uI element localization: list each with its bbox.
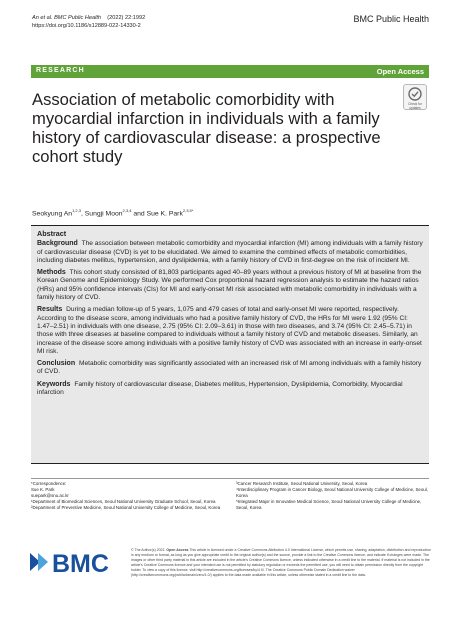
author-list — [32, 208, 193, 217]
section-banner — [31, 65, 429, 78]
affiliation-1: ¹Department of Biomedical Sciences, Seoul National University Graduate School, Seoul, Korea — [31, 499, 216, 505]
abstract-section-label: Background — [37, 240, 78, 248]
author-separator: and — [131, 210, 147, 218]
correspondence-name: Sue K. Park — [31, 487, 55, 493]
abstract-background — [37, 240, 423, 265]
correspondence-email[interactable]: suepark@snu.ac.kr — [31, 493, 69, 499]
affiliation-2: ²Department of Preventive Medicine, Seoul National University College of Medicine, Seoul, Korea — [31, 505, 221, 511]
article-title: Association of metabolic comorbidity with myocardial infarction in individuals with a family history of cardiovascular disease: a prospective cohort study — [32, 90, 381, 166]
citation-header — [32, 14, 145, 30]
author-name[interactable]: Seokyung An — [32, 210, 73, 218]
bmc-logo-text: BMC — [52, 550, 109, 578]
abstract-box — [31, 225, 429, 464]
affiliation-4: ⁴Interdisciplinary Program in Cancer Biology, Seoul National University College of Medicine, Seoul, Korea — [236, 487, 428, 499]
author-name[interactable]: Sue K. Park — [146, 210, 183, 218]
citation-author: An et al. BMC Public Health — [32, 15, 102, 21]
bmc-logo — [28, 545, 126, 579]
author-affiliation: 2,3,4 — [122, 208, 132, 213]
check-for-updates-badge[interactable] — [403, 84, 427, 110]
abstract-section-label: Methods — [37, 269, 66, 277]
check-for-updates-icon — [407, 87, 423, 101]
abstract-section-text: Family history of cardiovascular disease, Diabetes mellitus, Hypertension, Dyslipidemia, Comorbidity, Myocardial infarction — [37, 380, 403, 397]
section-label: RESEARCH — [36, 67, 85, 74]
author-affiliation: 1,2,3 — [72, 208, 81, 213]
citation-info: (2022) 22:1992 — [107, 15, 146, 21]
abstract-conclusion — [37, 360, 423, 377]
correspondence-label: *Correspondence: — [31, 481, 67, 486]
license-copyright: © The Author(s) 2022. — [131, 548, 166, 552]
author-separator: , — [80, 210, 85, 218]
abstract-section-label: Conclusion — [37, 360, 76, 368]
abstract-keywords — [37, 381, 423, 398]
license-text — [131, 548, 431, 578]
author-affiliation: 2,3,5* — [182, 208, 194, 213]
abstract-section-text: This cohort study consisted of 81,803 participants aged 40–89 years without a previous history of MI at baseline from the Korean Genome and Epidemiology Study. We performed Cox proportional hazard regression analysis to estimate the hazard ratios (HRs) and 95% confidence intervals (CIs) for MI and early-onset MI risk associated with metabolic comorbidity in individuals with a family history of CVD. — [37, 269, 422, 302]
abstract-section-text: During a median follow-up of 5 years, 1,075 and 479 cases of total and early-onset MI were reported, respectively. According to the disease score, among individuals who had a positive family history of CVD, the HRs for MI were 1.92 (95% CI: 1.47–2.51) in individuals with one disease, 2.75 (95% CI: 2.09–3.61) in those with two diseases, and 3.74 (95% CI: 2.45–5.71) in those with three diseases at baseline compared to individuals without a family history of CVD and metabolic diseases. Similarly, an increase of the disease score among individuals with a positive family history of CVD was associated with an increase in early-onset MI risk. — [37, 306, 422, 355]
footnotes-left — [31, 481, 221, 511]
license-open-access: Open Access — [166, 548, 189, 552]
abstract-results — [37, 306, 423, 356]
footnote-divider — [31, 478, 429, 479]
footnotes-right — [236, 481, 429, 511]
abstract-section-label: Results — [37, 306, 63, 314]
check-for-updates-label: Check for updates — [408, 102, 422, 110]
open-access-label: Open Access — [376, 67, 424, 76]
abstract-heading: Abstract — [37, 229, 67, 238]
license-body: This article is licensed under a Creative Commons Attribution 4.0 International License, which permits use, sharing, adaptation, distribution and reproduction in any medium or format, as long as you give appropriate credit to the original author(s) and the source, provide a link to the Creative Commons licence, and indicate if changes were made. The images or other third party material in this article are included in the article's Creative Commons licence, unless indicated otherwise in a credit line to the material. If material is not included in the article's Creative Commons licence and your intended use is not permitted by statutory regulation or exceeds the permitted use, you will need to obtain permission directly from the copyright holder. To view a copy of this licence, visit http://creativecommons.org/licenses/by/4.0/. The Creative Commons Public Domain Dedication waiver (http://creativecommons.org/publicdomain/zero/1.0/) applies to the data made available in this article, unless otherwise stated in a credit line to the data. — [131, 548, 431, 577]
affiliation-3: ³Cancer Research Institute, Seoul National University, Seoul, Korea — [236, 481, 368, 486]
author-name[interactable]: Sungji Moon — [84, 210, 123, 218]
abstract-section-label: Keywords — [37, 380, 71, 388]
abstract-methods — [37, 269, 423, 302]
affiliation-5: ⁵Integrated Major in Innovative Medical Science, Seoul National University College of Medicine, Seoul, Korea — [236, 499, 422, 511]
abstract-section-text: The association between metabolic comorbidity and myocardial infarction (MI) among individuals with a family history of cardiovascular disease (CVD) is yet to be elucidated. We aimed to examine the combined effects of metabolic comorbidities, including diabetes mellitus, hypertension, and dyslipidemia, with a family history of CVD in first-degree on the risk of incident MI. — [37, 240, 423, 264]
journal-name: BMC Public Health — [353, 14, 429, 24]
doi-link[interactable]: https://doi.org/10.1186/s12889-022-14330-2 — [32, 23, 141, 29]
abstract-section-text: Metabolic comorbidity was significantly associated with an increased risk of MI among individuals with a family history of CVD. — [37, 360, 422, 376]
